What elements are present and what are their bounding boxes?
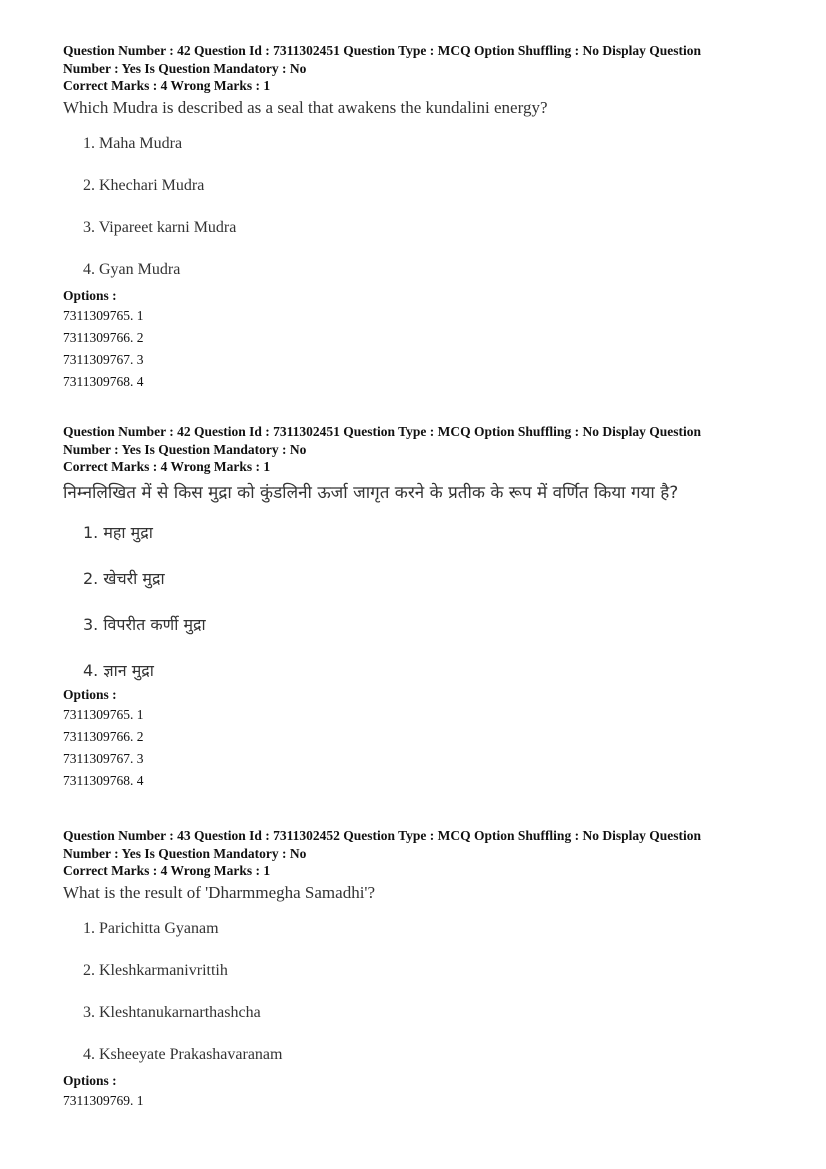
question-text: निम्नलिखित में से किस मुद्रा को कुंडलिनी ऊर्जा जागृत करने के प्रतीक के रूप में वर्णित किया गया है? [63, 482, 679, 503]
answer-choice: 2. Khechari Mudra [83, 176, 205, 194]
options-label: Options : [63, 287, 117, 303]
answer-choice: 1. Parichitta Gyanam [83, 919, 219, 937]
question-meta-line: Question Number : 42 Question Id : 7311302451 Question Type : MCQ Option Shuffling : No Display Question [63, 424, 701, 439]
answer-choices [63, 908, 783, 1076]
option-id: 7311309765. 1 [63, 307, 144, 323]
answer-choice: 3. Vipareet karni Mudra [83, 218, 237, 236]
question-marks: Correct Marks : 4 Wrong Marks : 1 [63, 78, 271, 93]
question-block-42-english [63, 42, 783, 393]
answer-choice: 4. Gyan Mudra [83, 260, 181, 278]
options-label: Options : [63, 1072, 117, 1088]
question-meta-line: Question Number : 43 Question Id : 7311302452 Question Type : MCQ Option Shuffling : No Display Question [63, 828, 701, 843]
option-id: 7311309767. 3 [63, 750, 144, 766]
question-text: What is the result of 'Dharmmegha Samadhi'? [63, 882, 376, 902]
answer-choice: 3. विपरीत कर्णी मुद्रा [83, 614, 206, 634]
answer-choice: 3. Kleshtanukarnarthashcha [83, 1003, 261, 1021]
answer-choice: 1. Maha Mudra [83, 134, 183, 152]
question-marks: Correct Marks : 4 Wrong Marks : 1 [63, 863, 271, 878]
answer-choice: 2. Kleshkarmanivrittih [83, 961, 228, 979]
question-meta-line: Number : Yes Is Question Mandatory : No [63, 60, 307, 76]
option-id: 7311309767. 3 [63, 351, 144, 367]
question-meta-line: Number : Yes Is Question Mandatory : No [63, 845, 307, 861]
question-text: Which Mudra is described as a seal that awakens the kundalini energy? [63, 97, 548, 117]
answer-choices [63, 123, 783, 291]
options-label: Options : [63, 686, 117, 702]
answer-choice: 4. ज्ञान मुद्रा [83, 660, 154, 680]
answer-choice: 2. खेचरी मुद्रा [83, 568, 165, 588]
question-marks: Correct Marks : 4 Wrong Marks : 1 [63, 459, 271, 474]
question-meta-line: Number : Yes Is Question Mandatory : No [63, 441, 307, 457]
question-block-43-english [63, 827, 783, 1112]
option-id: 7311309769. 1 [63, 1092, 144, 1108]
question-block-42-hindi [63, 423, 783, 792]
option-id: 7311309765. 1 [63, 706, 144, 722]
question-meta-line: Question Number : 42 Question Id : 7311302451 Question Type : MCQ Option Shuffling : No Display Question [63, 43, 701, 58]
answer-choices [63, 510, 783, 694]
option-id: 7311309766. 2 [63, 329, 144, 345]
option-id: 7311309768. 4 [63, 373, 144, 389]
option-id: 7311309766. 2 [63, 728, 144, 744]
answer-choice: 1. महा मुद्रा [83, 522, 153, 542]
option-id: 7311309768. 4 [63, 772, 144, 788]
answer-choice: 4. Ksheeyate Prakashavaranam [83, 1045, 283, 1063]
